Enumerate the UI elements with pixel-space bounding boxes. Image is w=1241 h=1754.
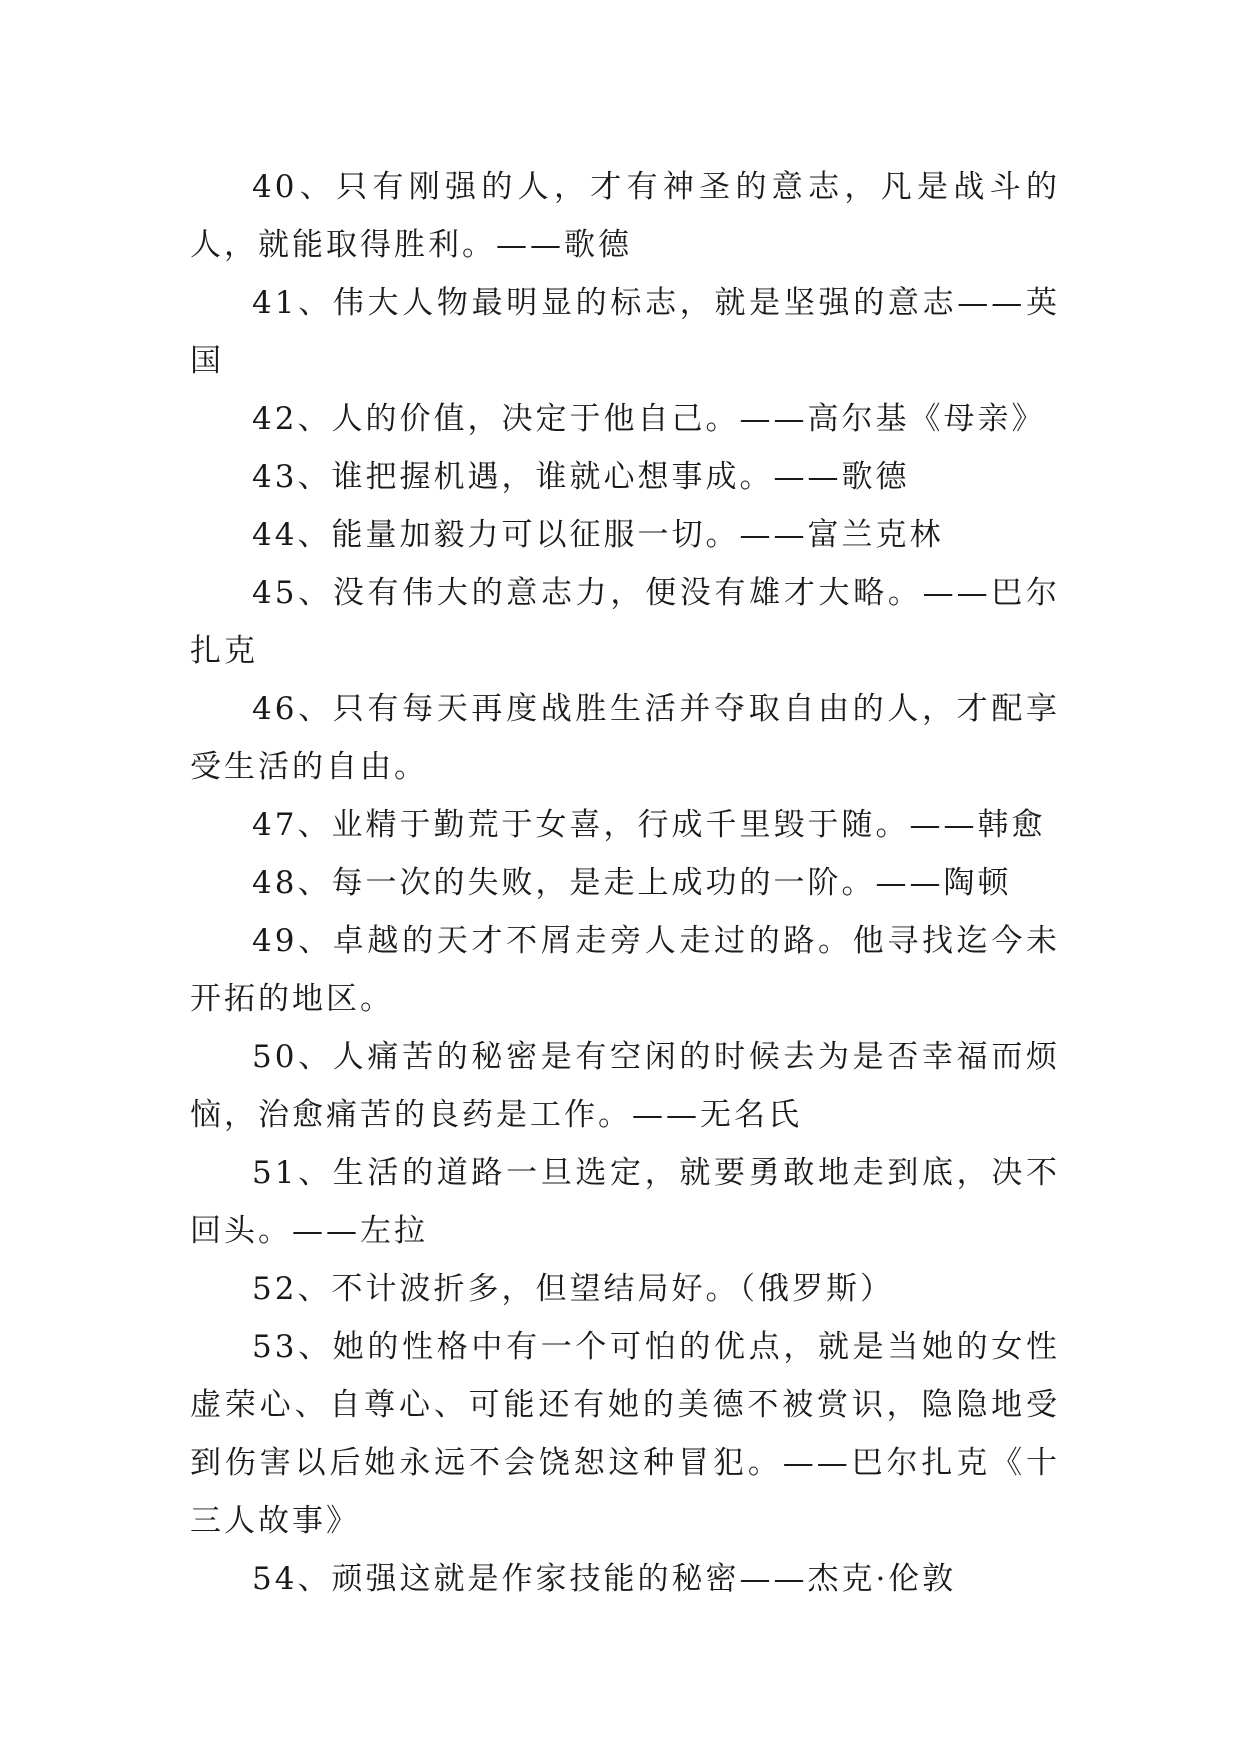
quote-paragraph: 51、生活的道路一旦选定，就要勇敢地走到底，决不回头。——左拉 [190, 1155, 1060, 1249]
quote-paragraph: 49、卓越的天才不屑走旁人走过的路。他寻找迄今未开拓的地区。 [190, 923, 1060, 1017]
quote-paragraph: 54、顽强这就是作家技能的秘密——杰克·伦敦 [252, 1561, 957, 1597]
quote-paragraph: 44、能量加毅力可以征服一切。——富兰克林 [252, 517, 944, 553]
quote-paragraph: 42、人的价值，决定于他自己。——高尔基《母亲》 [252, 401, 1046, 437]
quote-paragraph: 41、伟大人物最明显的标志，就是坚强的意志——英国 [190, 285, 1060, 379]
quote-paragraph: 46、只有每天再度战胜生活并夺取自由的人，才配享受生活的自由。 [190, 691, 1060, 785]
quote-paragraph: 40、只有刚强的人，才有神圣的意志，凡是战斗的人，就能取得胜利。——歌德 [190, 169, 1060, 263]
quote-paragraph: 48、每一次的失败，是走上成功的一阶。——陶顿 [252, 865, 1012, 901]
quote-paragraph: 52、不计波折多，但望结局好。（俄罗斯） [252, 1271, 894, 1307]
document-body [190, 158, 1060, 1608]
quote-paragraph: 53、她的性格中有一个可怕的优点，就是当她的女性虚荣心、自尊心、可能还有她的美德不被赏识，隐隐地受到伤害以后她永远不会饶恕这种冒犯。——巴尔扎克《十三人故事》 [190, 1329, 1060, 1539]
quote-paragraph: 47、业精于勤荒于女喜，行成千里毁于随。——韩愈 [252, 807, 1046, 843]
quote-paragraph: 50、人痛苦的秘密是有空闲的时候去为是否幸福而烦恼，治愈痛苦的良药是工作。——无名氏 [190, 1039, 1060, 1133]
quote-paragraph: 43、谁把握机遇，谁就心想事成。——歌德 [252, 459, 910, 495]
quote-paragraph: 45、没有伟大的意志力，便没有雄才大略。——巴尔扎克 [190, 575, 1060, 669]
